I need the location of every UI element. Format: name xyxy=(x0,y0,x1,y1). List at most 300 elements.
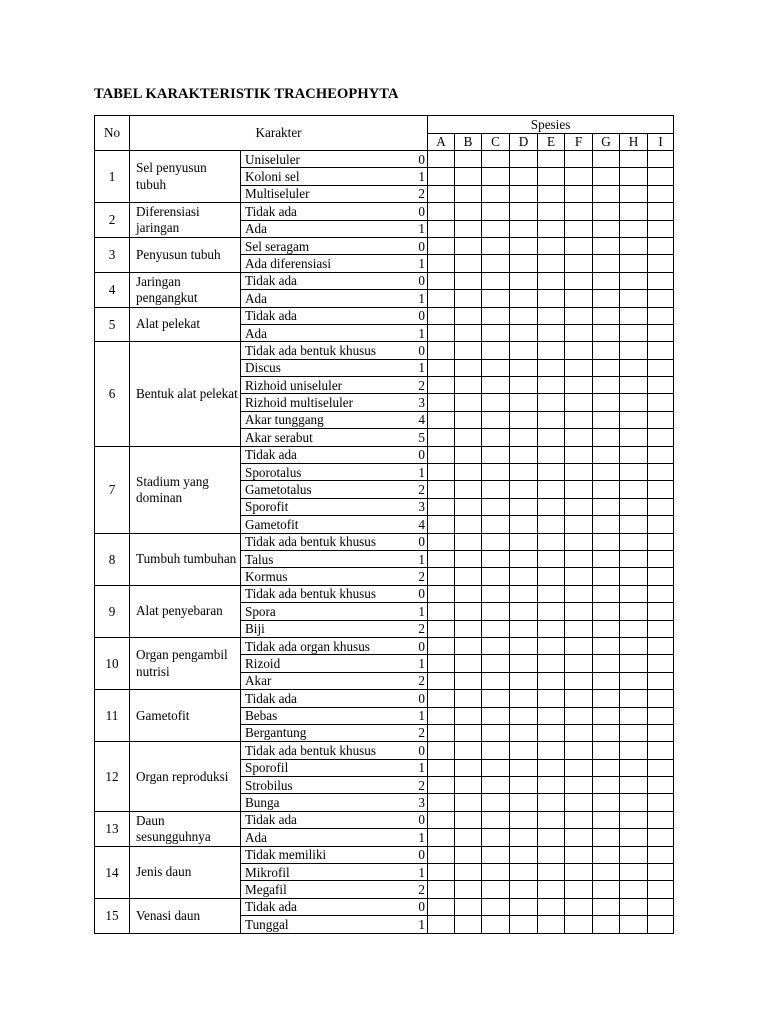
species-cell-h[interactable] xyxy=(620,811,648,828)
species-cell-b[interactable] xyxy=(455,237,482,254)
species-cell-c[interactable] xyxy=(482,690,510,707)
species-cell-e[interactable] xyxy=(538,446,565,463)
species-cell-h[interactable] xyxy=(620,290,648,307)
species-cell-b[interactable] xyxy=(455,185,482,202)
species-cell-i[interactable] xyxy=(648,533,674,550)
species-cell-i[interactable] xyxy=(648,672,674,689)
species-cell-b[interactable] xyxy=(455,759,482,776)
species-cell-h[interactable] xyxy=(620,568,648,585)
species-cell-h[interactable] xyxy=(620,881,648,898)
species-cell-a[interactable] xyxy=(428,290,455,307)
species-cell-h[interactable] xyxy=(620,846,648,863)
species-cell-a[interactable] xyxy=(428,307,455,324)
species-cell-f[interactable] xyxy=(565,655,593,672)
species-cell-f[interactable] xyxy=(565,324,593,341)
species-cell-d[interactable] xyxy=(510,550,538,567)
species-cell-c[interactable] xyxy=(482,846,510,863)
species-cell-a[interactable] xyxy=(428,411,455,428)
species-cell-a[interactable] xyxy=(428,394,455,411)
species-cell-g[interactable] xyxy=(593,916,620,933)
species-cell-i[interactable] xyxy=(648,429,674,446)
species-cell-f[interactable] xyxy=(565,481,593,498)
species-cell-d[interactable] xyxy=(510,307,538,324)
species-cell-e[interactable] xyxy=(538,377,565,394)
species-cell-i[interactable] xyxy=(648,481,674,498)
species-cell-a[interactable] xyxy=(428,620,455,637)
species-cell-i[interactable] xyxy=(648,864,674,881)
species-cell-g[interactable] xyxy=(593,533,620,550)
species-cell-g[interactable] xyxy=(593,516,620,533)
species-cell-h[interactable] xyxy=(620,916,648,933)
species-cell-i[interactable] xyxy=(648,707,674,724)
species-cell-h[interactable] xyxy=(620,759,648,776)
species-cell-c[interactable] xyxy=(482,655,510,672)
species-cell-c[interactable] xyxy=(482,377,510,394)
species-cell-e[interactable] xyxy=(538,655,565,672)
species-cell-c[interactable] xyxy=(482,498,510,515)
species-cell-f[interactable] xyxy=(565,185,593,202)
species-cell-a[interactable] xyxy=(428,237,455,254)
species-cell-a[interactable] xyxy=(428,585,455,602)
species-cell-d[interactable] xyxy=(510,342,538,359)
species-cell-g[interactable] xyxy=(593,585,620,602)
species-cell-b[interactable] xyxy=(455,916,482,933)
species-cell-g[interactable] xyxy=(593,759,620,776)
species-cell-d[interactable] xyxy=(510,707,538,724)
species-cell-c[interactable] xyxy=(482,585,510,602)
species-cell-h[interactable] xyxy=(620,533,648,550)
species-cell-b[interactable] xyxy=(455,898,482,915)
species-cell-b[interactable] xyxy=(455,620,482,637)
species-cell-d[interactable] xyxy=(510,672,538,689)
species-cell-e[interactable] xyxy=(538,898,565,915)
species-cell-g[interactable] xyxy=(593,151,620,168)
species-cell-g[interactable] xyxy=(593,255,620,272)
species-cell-g[interactable] xyxy=(593,724,620,741)
species-cell-e[interactable] xyxy=(538,829,565,846)
species-cell-d[interactable] xyxy=(510,394,538,411)
species-cell-d[interactable] xyxy=(510,846,538,863)
species-cell-b[interactable] xyxy=(455,168,482,185)
species-cell-h[interactable] xyxy=(620,777,648,794)
species-cell-h[interactable] xyxy=(620,724,648,741)
species-cell-e[interactable] xyxy=(538,724,565,741)
species-cell-b[interactable] xyxy=(455,568,482,585)
species-cell-b[interactable] xyxy=(455,655,482,672)
species-cell-b[interactable] xyxy=(455,846,482,863)
species-cell-f[interactable] xyxy=(565,690,593,707)
species-cell-g[interactable] xyxy=(593,898,620,915)
species-cell-b[interactable] xyxy=(455,533,482,550)
species-cell-a[interactable] xyxy=(428,429,455,446)
species-cell-d[interactable] xyxy=(510,811,538,828)
species-cell-i[interactable] xyxy=(648,777,674,794)
species-cell-g[interactable] xyxy=(593,168,620,185)
species-cell-h[interactable] xyxy=(620,516,648,533)
species-cell-i[interactable] xyxy=(648,690,674,707)
species-cell-f[interactable] xyxy=(565,359,593,376)
species-cell-i[interactable] xyxy=(648,307,674,324)
species-cell-g[interactable] xyxy=(593,568,620,585)
species-cell-d[interactable] xyxy=(510,620,538,637)
species-cell-g[interactable] xyxy=(593,359,620,376)
species-cell-f[interactable] xyxy=(565,603,593,620)
species-cell-d[interactable] xyxy=(510,498,538,515)
species-cell-g[interactable] xyxy=(593,394,620,411)
species-cell-f[interactable] xyxy=(565,464,593,481)
species-cell-b[interactable] xyxy=(455,742,482,759)
species-cell-d[interactable] xyxy=(510,655,538,672)
species-cell-i[interactable] xyxy=(648,237,674,254)
species-cell-f[interactable] xyxy=(565,759,593,776)
species-cell-g[interactable] xyxy=(593,864,620,881)
species-cell-b[interactable] xyxy=(455,411,482,428)
species-cell-i[interactable] xyxy=(648,220,674,237)
species-cell-c[interactable] xyxy=(482,203,510,220)
species-cell-a[interactable] xyxy=(428,185,455,202)
species-cell-f[interactable] xyxy=(565,307,593,324)
species-cell-a[interactable] xyxy=(428,916,455,933)
species-cell-f[interactable] xyxy=(565,550,593,567)
species-cell-a[interactable] xyxy=(428,168,455,185)
species-cell-f[interactable] xyxy=(565,203,593,220)
species-cell-c[interactable] xyxy=(482,324,510,341)
species-cell-c[interactable] xyxy=(482,864,510,881)
species-cell-d[interactable] xyxy=(510,568,538,585)
species-cell-b[interactable] xyxy=(455,290,482,307)
species-cell-d[interactable] xyxy=(510,429,538,446)
species-cell-f[interactable] xyxy=(565,429,593,446)
species-cell-b[interactable] xyxy=(455,464,482,481)
species-cell-e[interactable] xyxy=(538,777,565,794)
species-cell-e[interactable] xyxy=(538,759,565,776)
species-cell-e[interactable] xyxy=(538,603,565,620)
species-cell-e[interactable] xyxy=(538,359,565,376)
species-cell-i[interactable] xyxy=(648,759,674,776)
species-cell-a[interactable] xyxy=(428,794,455,811)
species-cell-g[interactable] xyxy=(593,307,620,324)
species-cell-i[interactable] xyxy=(648,916,674,933)
species-cell-d[interactable] xyxy=(510,864,538,881)
species-cell-f[interactable] xyxy=(565,881,593,898)
species-cell-a[interactable] xyxy=(428,777,455,794)
species-cell-b[interactable] xyxy=(455,811,482,828)
species-cell-d[interactable] xyxy=(510,777,538,794)
species-cell-c[interactable] xyxy=(482,533,510,550)
species-cell-b[interactable] xyxy=(455,220,482,237)
species-cell-d[interactable] xyxy=(510,829,538,846)
species-cell-i[interactable] xyxy=(648,324,674,341)
species-cell-f[interactable] xyxy=(565,411,593,428)
species-cell-f[interactable] xyxy=(565,272,593,289)
species-cell-h[interactable] xyxy=(620,203,648,220)
species-cell-d[interactable] xyxy=(510,272,538,289)
species-cell-f[interactable] xyxy=(565,220,593,237)
species-cell-i[interactable] xyxy=(648,185,674,202)
species-cell-a[interactable] xyxy=(428,846,455,863)
species-cell-d[interactable] xyxy=(510,881,538,898)
species-cell-h[interactable] xyxy=(620,237,648,254)
species-cell-d[interactable] xyxy=(510,203,538,220)
species-cell-f[interactable] xyxy=(565,446,593,463)
species-cell-h[interactable] xyxy=(620,672,648,689)
species-cell-a[interactable] xyxy=(428,359,455,376)
species-cell-e[interactable] xyxy=(538,429,565,446)
species-cell-b[interactable] xyxy=(455,516,482,533)
species-cell-f[interactable] xyxy=(565,777,593,794)
species-cell-a[interactable] xyxy=(428,272,455,289)
species-cell-c[interactable] xyxy=(482,777,510,794)
species-cell-f[interactable] xyxy=(565,342,593,359)
species-cell-g[interactable] xyxy=(593,672,620,689)
species-cell-c[interactable] xyxy=(482,603,510,620)
species-cell-i[interactable] xyxy=(648,377,674,394)
species-cell-b[interactable] xyxy=(455,272,482,289)
species-cell-g[interactable] xyxy=(593,185,620,202)
species-cell-f[interactable] xyxy=(565,898,593,915)
species-cell-d[interactable] xyxy=(510,481,538,498)
species-cell-f[interactable] xyxy=(565,516,593,533)
species-cell-e[interactable] xyxy=(538,411,565,428)
species-cell-c[interactable] xyxy=(482,916,510,933)
species-cell-i[interactable] xyxy=(648,394,674,411)
species-cell-a[interactable] xyxy=(428,742,455,759)
species-cell-g[interactable] xyxy=(593,846,620,863)
species-cell-g[interactable] xyxy=(593,829,620,846)
species-cell-c[interactable] xyxy=(482,255,510,272)
species-cell-a[interactable] xyxy=(428,377,455,394)
species-cell-c[interactable] xyxy=(482,516,510,533)
species-cell-a[interactable] xyxy=(428,568,455,585)
species-cell-d[interactable] xyxy=(510,220,538,237)
species-cell-h[interactable] xyxy=(620,620,648,637)
species-cell-c[interactable] xyxy=(482,272,510,289)
species-cell-d[interactable] xyxy=(510,377,538,394)
species-cell-g[interactable] xyxy=(593,203,620,220)
species-cell-c[interactable] xyxy=(482,237,510,254)
species-cell-c[interactable] xyxy=(482,672,510,689)
species-cell-c[interactable] xyxy=(482,411,510,428)
species-cell-e[interactable] xyxy=(538,394,565,411)
species-cell-a[interactable] xyxy=(428,881,455,898)
species-cell-i[interactable] xyxy=(648,898,674,915)
species-cell-f[interactable] xyxy=(565,533,593,550)
species-cell-c[interactable] xyxy=(482,742,510,759)
species-cell-f[interactable] xyxy=(565,672,593,689)
species-cell-d[interactable] xyxy=(510,898,538,915)
species-cell-e[interactable] xyxy=(538,533,565,550)
species-cell-g[interactable] xyxy=(593,620,620,637)
species-cell-b[interactable] xyxy=(455,324,482,341)
species-cell-d[interactable] xyxy=(510,533,538,550)
species-cell-d[interactable] xyxy=(510,168,538,185)
species-cell-i[interactable] xyxy=(648,568,674,585)
species-cell-h[interactable] xyxy=(620,707,648,724)
species-cell-b[interactable] xyxy=(455,585,482,602)
species-cell-e[interactable] xyxy=(538,811,565,828)
species-cell-h[interactable] xyxy=(620,655,648,672)
species-cell-f[interactable] xyxy=(565,377,593,394)
species-cell-e[interactable] xyxy=(538,516,565,533)
species-cell-d[interactable] xyxy=(510,255,538,272)
species-cell-i[interactable] xyxy=(648,272,674,289)
species-cell-b[interactable] xyxy=(455,690,482,707)
species-cell-c[interactable] xyxy=(482,724,510,741)
species-cell-a[interactable] xyxy=(428,637,455,654)
species-cell-c[interactable] xyxy=(482,794,510,811)
species-cell-h[interactable] xyxy=(620,307,648,324)
species-cell-a[interactable] xyxy=(428,446,455,463)
species-cell-b[interactable] xyxy=(455,672,482,689)
species-cell-h[interactable] xyxy=(620,185,648,202)
species-cell-g[interactable] xyxy=(593,603,620,620)
species-cell-d[interactable] xyxy=(510,742,538,759)
species-cell-b[interactable] xyxy=(455,446,482,463)
species-cell-a[interactable] xyxy=(428,464,455,481)
species-cell-e[interactable] xyxy=(538,550,565,567)
species-cell-a[interactable] xyxy=(428,690,455,707)
species-cell-e[interactable] xyxy=(538,637,565,654)
species-cell-g[interactable] xyxy=(593,411,620,428)
species-cell-f[interactable] xyxy=(565,794,593,811)
species-cell-h[interactable] xyxy=(620,481,648,498)
species-cell-a[interactable] xyxy=(428,655,455,672)
species-cell-e[interactable] xyxy=(538,742,565,759)
species-cell-e[interactable] xyxy=(538,846,565,863)
species-cell-i[interactable] xyxy=(648,637,674,654)
species-cell-f[interactable] xyxy=(565,498,593,515)
species-cell-e[interactable] xyxy=(538,707,565,724)
species-cell-g[interactable] xyxy=(593,290,620,307)
species-cell-e[interactable] xyxy=(538,255,565,272)
species-cell-c[interactable] xyxy=(482,637,510,654)
species-cell-f[interactable] xyxy=(565,168,593,185)
species-cell-h[interactable] xyxy=(620,550,648,567)
species-cell-h[interactable] xyxy=(620,898,648,915)
species-cell-e[interactable] xyxy=(538,585,565,602)
species-cell-b[interactable] xyxy=(455,707,482,724)
species-cell-i[interactable] xyxy=(648,846,674,863)
species-cell-e[interactable] xyxy=(538,168,565,185)
species-cell-g[interactable] xyxy=(593,550,620,567)
species-cell-g[interactable] xyxy=(593,707,620,724)
species-cell-h[interactable] xyxy=(620,377,648,394)
species-cell-b[interactable] xyxy=(455,377,482,394)
species-cell-i[interactable] xyxy=(648,255,674,272)
species-cell-b[interactable] xyxy=(455,829,482,846)
species-cell-i[interactable] xyxy=(648,168,674,185)
species-cell-b[interactable] xyxy=(455,307,482,324)
species-cell-e[interactable] xyxy=(538,272,565,289)
species-cell-h[interactable] xyxy=(620,324,648,341)
species-cell-e[interactable] xyxy=(538,151,565,168)
species-cell-h[interactable] xyxy=(620,272,648,289)
species-cell-d[interactable] xyxy=(510,151,538,168)
species-cell-d[interactable] xyxy=(510,794,538,811)
species-cell-h[interactable] xyxy=(620,394,648,411)
species-cell-i[interactable] xyxy=(648,359,674,376)
species-cell-d[interactable] xyxy=(510,585,538,602)
species-cell-h[interactable] xyxy=(620,794,648,811)
species-cell-g[interactable] xyxy=(593,429,620,446)
species-cell-i[interactable] xyxy=(648,603,674,620)
species-cell-a[interactable] xyxy=(428,324,455,341)
species-cell-h[interactable] xyxy=(620,585,648,602)
species-cell-c[interactable] xyxy=(482,707,510,724)
species-cell-d[interactable] xyxy=(510,637,538,654)
species-cell-h[interactable] xyxy=(620,464,648,481)
species-cell-e[interactable] xyxy=(538,690,565,707)
species-cell-e[interactable] xyxy=(538,672,565,689)
species-cell-a[interactable] xyxy=(428,724,455,741)
species-cell-e[interactable] xyxy=(538,864,565,881)
species-cell-h[interactable] xyxy=(620,359,648,376)
species-cell-c[interactable] xyxy=(482,342,510,359)
species-cell-c[interactable] xyxy=(482,168,510,185)
species-cell-a[interactable] xyxy=(428,603,455,620)
species-cell-g[interactable] xyxy=(593,794,620,811)
species-cell-d[interactable] xyxy=(510,916,538,933)
species-cell-c[interactable] xyxy=(482,881,510,898)
species-cell-g[interactable] xyxy=(593,220,620,237)
species-cell-d[interactable] xyxy=(510,724,538,741)
species-cell-a[interactable] xyxy=(428,151,455,168)
species-cell-c[interactable] xyxy=(482,464,510,481)
species-cell-d[interactable] xyxy=(510,759,538,776)
species-cell-c[interactable] xyxy=(482,620,510,637)
species-cell-i[interactable] xyxy=(648,446,674,463)
species-cell-g[interactable] xyxy=(593,464,620,481)
species-cell-f[interactable] xyxy=(565,151,593,168)
species-cell-h[interactable] xyxy=(620,637,648,654)
species-cell-a[interactable] xyxy=(428,533,455,550)
species-cell-g[interactable] xyxy=(593,742,620,759)
species-cell-b[interactable] xyxy=(455,724,482,741)
species-cell-g[interactable] xyxy=(593,272,620,289)
species-cell-b[interactable] xyxy=(455,342,482,359)
species-cell-f[interactable] xyxy=(565,568,593,585)
species-cell-h[interactable] xyxy=(620,446,648,463)
species-cell-e[interactable] xyxy=(538,237,565,254)
species-cell-i[interactable] xyxy=(648,794,674,811)
species-cell-b[interactable] xyxy=(455,637,482,654)
species-cell-i[interactable] xyxy=(648,290,674,307)
species-cell-e[interactable] xyxy=(538,290,565,307)
species-cell-g[interactable] xyxy=(593,481,620,498)
species-cell-d[interactable] xyxy=(510,185,538,202)
species-cell-e[interactable] xyxy=(538,568,565,585)
species-cell-i[interactable] xyxy=(648,342,674,359)
species-cell-f[interactable] xyxy=(565,585,593,602)
species-cell-h[interactable] xyxy=(620,498,648,515)
species-cell-e[interactable] xyxy=(538,307,565,324)
species-cell-e[interactable] xyxy=(538,794,565,811)
species-cell-d[interactable] xyxy=(510,446,538,463)
species-cell-c[interactable] xyxy=(482,811,510,828)
species-cell-d[interactable] xyxy=(510,516,538,533)
species-cell-c[interactable] xyxy=(482,429,510,446)
species-cell-c[interactable] xyxy=(482,151,510,168)
species-cell-d[interactable] xyxy=(510,237,538,254)
species-cell-f[interactable] xyxy=(565,394,593,411)
species-cell-b[interactable] xyxy=(455,429,482,446)
species-cell-a[interactable] xyxy=(428,550,455,567)
species-cell-g[interactable] xyxy=(593,655,620,672)
species-cell-c[interactable] xyxy=(482,550,510,567)
species-cell-e[interactable] xyxy=(538,220,565,237)
species-cell-i[interactable] xyxy=(648,724,674,741)
species-cell-f[interactable] xyxy=(565,724,593,741)
